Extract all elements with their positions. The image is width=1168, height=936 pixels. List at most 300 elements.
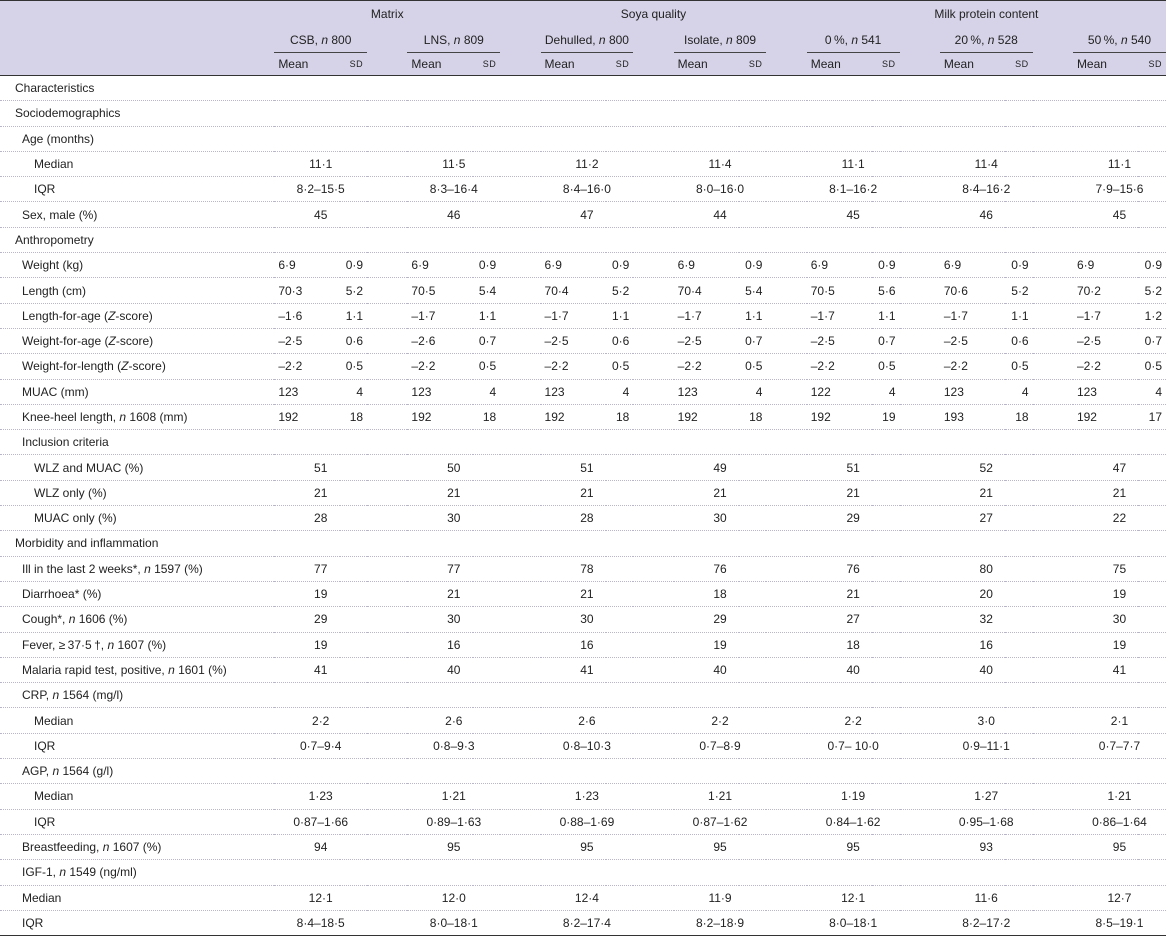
column-gap (766, 455, 806, 480)
column-gap (766, 809, 806, 834)
value-cell: 8·2–18·9 (674, 910, 767, 935)
column-gap (500, 354, 540, 379)
column-gap (1033, 354, 1073, 379)
mean-label-3: Mean (674, 53, 740, 76)
table-row (0, 76, 1166, 101)
value-cell: 50 (407, 455, 500, 480)
empty-cell (940, 430, 1033, 455)
value-cell: 46 (407, 202, 500, 227)
value-cell: 0·86–1·64 (1073, 809, 1166, 834)
row-label-suffix: -score) (115, 308, 153, 323)
mean-cell: 192 (807, 404, 873, 429)
value-cell: 45 (274, 202, 367, 227)
value-cell: 12·4 (541, 885, 634, 910)
column-gap (900, 885, 940, 910)
column-gap (500, 253, 540, 278)
column-gap (500, 278, 540, 303)
empty-cell (1073, 683, 1166, 708)
column-gap (766, 506, 806, 531)
value-cell: 11·4 (940, 151, 1033, 176)
mean-cell: –2·2 (674, 354, 740, 379)
column-gap (766, 126, 806, 151)
column-gap (500, 177, 540, 202)
column-gap (500, 531, 540, 556)
header-gap (766, 53, 806, 76)
table-row (0, 910, 1166, 935)
sd-cell: 5·2 (606, 278, 633, 303)
value-cell: 21 (407, 480, 500, 505)
row-label-suffix: -score) (115, 334, 154, 349)
column-gap (900, 784, 940, 809)
row-label (0, 404, 274, 429)
empty-cell (1073, 759, 1166, 784)
column-gap (1033, 834, 1073, 859)
column-gap (500, 581, 540, 606)
table-row (0, 632, 1166, 657)
value-cell: 1·21 (674, 784, 767, 809)
column-gap (367, 809, 407, 834)
row-label (0, 632, 274, 657)
column-gap (1033, 253, 1073, 278)
mean-cell: –2·6 (407, 328, 473, 353)
table-row (0, 581, 1166, 606)
subgroup-n-symbol: n (598, 32, 606, 47)
header-gap (633, 27, 673, 53)
empty-cell (274, 101, 367, 126)
column-gap (367, 404, 407, 429)
sd-cell: 0·9 (606, 253, 633, 278)
sd-cell: 18 (1005, 404, 1032, 429)
column-gap (367, 885, 407, 910)
column-gap (633, 379, 673, 404)
value-cell: 41 (541, 657, 634, 682)
sd-cell: 0·7 (1138, 328, 1166, 353)
column-gap (1033, 860, 1073, 885)
sd-cell: 5·6 (872, 278, 899, 303)
value-cell: 19 (1073, 632, 1166, 657)
subgroup-n-symbol: n (726, 32, 733, 47)
value-cell: 95 (674, 834, 767, 859)
column-gap (633, 556, 673, 581)
column-gap (500, 202, 540, 227)
empty-cell (274, 430, 367, 455)
sd-cell: 1·1 (473, 303, 500, 328)
value-cell: 11·6 (940, 885, 1033, 910)
value-cell: 8·5–19·1 (1073, 910, 1166, 935)
row-label (0, 455, 274, 480)
column-gap (367, 151, 407, 176)
subgroup-label-5 (955, 33, 1018, 47)
row-label (0, 354, 274, 379)
empty-cell (1073, 76, 1166, 101)
mean-cell: –2·2 (940, 354, 1006, 379)
empty-cell (541, 860, 634, 885)
column-gap (500, 885, 540, 910)
value-cell: 22 (1073, 506, 1166, 531)
column-gap (900, 581, 940, 606)
table-row (0, 657, 1166, 682)
mean-cell: 123 (940, 379, 1006, 404)
empty-cell (1073, 531, 1166, 556)
value-cell: 19 (1073, 581, 1166, 606)
column-gap (900, 328, 940, 353)
row-label (0, 76, 274, 101)
column-gap (900, 506, 940, 531)
column-gap (1033, 657, 1073, 682)
value-cell: 0·7–8·9 (674, 733, 767, 758)
column-gap (633, 834, 673, 859)
mean-label-2: Mean (541, 53, 607, 76)
column-gap (766, 328, 806, 353)
row-label-italic: n (52, 764, 60, 779)
subgroup-label-0 (290, 33, 351, 47)
sd-cell: 5·2 (1138, 278, 1166, 303)
value-cell: 12·0 (407, 885, 500, 910)
row-label-text: Length-for-age ( (22, 308, 109, 323)
column-gap (500, 76, 540, 101)
column-gap (766, 885, 806, 910)
row-label (0, 151, 274, 176)
value-cell: 11·5 (407, 151, 500, 176)
value-cell: 93 (940, 834, 1033, 859)
row-label-text: Characteristics (15, 81, 95, 96)
column-gap (900, 910, 940, 935)
column-gap (766, 151, 806, 176)
column-gap (500, 708, 540, 733)
sd-cell: 4 (872, 379, 899, 404)
value-cell: 32 (940, 607, 1033, 632)
value-cell: 45 (807, 202, 900, 227)
table-row (0, 303, 1166, 328)
column-gap (900, 354, 940, 379)
subgroup-label-4 (825, 33, 881, 47)
table-row (0, 379, 1166, 404)
header-blank (0, 1, 274, 28)
row-label-italic: n (68, 612, 76, 627)
column-gap (1033, 708, 1073, 733)
column-gap (500, 101, 540, 126)
column-gap (1033, 910, 1073, 935)
mean-cell: 192 (541, 404, 607, 429)
row-label-text: IGF-1, (22, 865, 60, 880)
row-label (0, 506, 274, 531)
column-gap (766, 76, 806, 101)
empty-cell (1073, 126, 1166, 151)
row-label-italic: Z (108, 334, 116, 349)
column-gap (766, 354, 806, 379)
column-gap (766, 759, 806, 784)
sd-cell: 0·5 (739, 354, 766, 379)
column-gap (367, 834, 407, 859)
column-gap (367, 632, 407, 657)
sd-cell: 18 (473, 404, 500, 429)
value-cell: 21 (807, 480, 900, 505)
sd-label-0: SD (340, 53, 367, 76)
mean-cell: –2·2 (541, 354, 607, 379)
row-label-italic: Z (108, 308, 116, 323)
empty-cell (807, 76, 900, 101)
value-cell: 45 (1073, 202, 1166, 227)
column-gap (367, 607, 407, 632)
column-gap (367, 556, 407, 581)
value-cell: 21 (274, 480, 367, 505)
mean-cell: –2·2 (407, 354, 473, 379)
row-label-text: Cough*, (22, 612, 69, 627)
column-gap (766, 177, 806, 202)
column-gap (633, 227, 673, 252)
row-label-italic: n (144, 561, 151, 576)
column-gap (1033, 733, 1073, 758)
column-gap (633, 683, 673, 708)
empty-cell (407, 227, 500, 252)
mean-cell: –1·7 (541, 303, 607, 328)
empty-cell (940, 683, 1033, 708)
empty-cell (940, 860, 1033, 885)
value-cell: 16 (407, 632, 500, 657)
column-gap (900, 834, 940, 859)
column-gap (500, 632, 540, 657)
column-gap (766, 784, 806, 809)
sd-cell: 5·2 (1005, 278, 1032, 303)
value-cell: 8·3–16·4 (407, 177, 500, 202)
table-row (0, 708, 1166, 733)
subgroup-name: LNS, (423, 32, 454, 47)
value-cell: 2·2 (674, 708, 767, 733)
sd-label-6: SD (1138, 53, 1166, 76)
column-gap (367, 379, 407, 404)
row-label (0, 556, 274, 581)
header-group-soya-quality: Soya quality (541, 1, 767, 28)
column-gap (766, 404, 806, 429)
column-gap (1033, 379, 1073, 404)
empty-cell (940, 531, 1033, 556)
row-label (0, 126, 274, 151)
column-gap (766, 253, 806, 278)
header-gap (367, 53, 407, 76)
column-gap (367, 531, 407, 556)
column-gap (500, 430, 540, 455)
column-gap (766, 379, 806, 404)
column-gap (500, 480, 540, 505)
table-row (0, 404, 1166, 429)
value-cell: 12·1 (274, 885, 367, 910)
row-label (0, 759, 274, 784)
sd-cell: 5·2 (340, 278, 367, 303)
subgroup-n-symbol: n (987, 32, 995, 47)
column-gap (500, 126, 540, 151)
row-label (0, 430, 274, 455)
column-gap (766, 531, 806, 556)
column-gap (367, 126, 407, 151)
table-row (0, 531, 1166, 556)
row-label-text: Anthropometry (15, 232, 94, 247)
subgroup-name: 20 %, (954, 32, 988, 47)
empty-cell (1073, 101, 1166, 126)
row-label-text: MUAC (mm) (22, 384, 89, 399)
column-gap (1033, 76, 1073, 101)
mean-cell: 70·5 (407, 278, 473, 303)
value-cell: 2·6 (407, 708, 500, 733)
column-gap (1033, 430, 1073, 455)
mean-cell: –2·5 (1073, 328, 1139, 353)
column-gap (367, 76, 407, 101)
row-label-suffix: 1549 (ng/ml) (66, 865, 137, 880)
column-gap (766, 303, 806, 328)
column-gap (633, 354, 673, 379)
header-gap (1033, 53, 1073, 76)
mean-cell: 123 (274, 379, 340, 404)
header-subgroup-1 (407, 27, 500, 53)
value-cell: 75 (1073, 556, 1166, 581)
value-cell: 40 (807, 657, 900, 682)
row-label-italic: n (107, 637, 115, 652)
value-cell: 76 (807, 556, 900, 581)
mean-cell: 123 (674, 379, 740, 404)
subgroup-label-2 (545, 33, 629, 47)
column-gap (900, 430, 940, 455)
empty-cell (807, 683, 900, 708)
value-cell: 47 (541, 202, 634, 227)
table-row (0, 809, 1166, 834)
value-cell: 1·21 (1073, 784, 1166, 809)
column-gap (1033, 455, 1073, 480)
value-cell: 8·1–16·2 (807, 177, 900, 202)
row-label (0, 885, 274, 910)
row-label-text: Fever, ≥ 37·5 †, (22, 637, 108, 652)
column-gap (633, 404, 673, 429)
value-cell: 11·2 (541, 151, 634, 176)
mean-cell: –1·7 (807, 303, 873, 328)
value-cell: 40 (407, 657, 500, 682)
header-subgroup-0 (274, 27, 367, 53)
column-gap (900, 860, 940, 885)
column-gap (766, 657, 806, 682)
mean-cell: 6·9 (274, 253, 340, 278)
sd-cell: 1·2 (1138, 303, 1166, 328)
value-cell: 0·7–9·4 (274, 733, 367, 758)
sd-cell: 4 (473, 379, 500, 404)
column-gap (367, 480, 407, 505)
table-row (0, 860, 1166, 885)
mean-cell: 123 (1073, 379, 1139, 404)
value-cell: 8·4–16·0 (541, 177, 634, 202)
empty-cell (541, 227, 634, 252)
row-label-text: IQR (34, 738, 56, 753)
mean-cell: 70·6 (940, 278, 1006, 303)
sd-cell: 0·7 (473, 328, 500, 353)
row-label (0, 910, 274, 935)
sd-cell: 0·5 (1138, 354, 1166, 379)
mean-cell: 122 (807, 379, 873, 404)
header-gap (367, 27, 407, 53)
row-label-text: Median (34, 789, 74, 804)
empty-cell (541, 101, 634, 126)
value-cell: 11·9 (674, 885, 767, 910)
column-gap (900, 379, 940, 404)
value-cell: 0·9–11·1 (940, 733, 1033, 758)
column-gap (633, 657, 673, 682)
column-gap (900, 708, 940, 733)
empty-cell (674, 126, 767, 151)
column-gap (900, 227, 940, 252)
empty-cell (674, 101, 767, 126)
value-cell: 11·1 (1073, 151, 1166, 176)
value-cell: 0·87–1·62 (674, 809, 767, 834)
value-cell: 21 (940, 480, 1033, 505)
mean-cell: 6·9 (407, 253, 473, 278)
table-row (0, 506, 1166, 531)
table-row (0, 683, 1166, 708)
empty-cell (940, 227, 1033, 252)
header-gap (766, 27, 806, 53)
column-gap (500, 455, 540, 480)
value-cell: 95 (407, 834, 500, 859)
empty-cell (807, 126, 900, 151)
column-gap (766, 834, 806, 859)
column-gap (766, 480, 806, 505)
mean-cell: –2·5 (274, 328, 340, 353)
value-cell: 8·0–16·0 (674, 177, 767, 202)
value-cell: 19 (274, 581, 367, 606)
value-cell: 1·19 (807, 784, 900, 809)
empty-cell (807, 759, 900, 784)
column-gap (633, 151, 673, 176)
mean-cell: 192 (1073, 404, 1139, 429)
sd-cell: 0·6 (606, 328, 633, 353)
sd-cell: 4 (739, 379, 766, 404)
empty-cell (407, 759, 500, 784)
value-cell: 41 (1073, 657, 1166, 682)
empty-cell (541, 430, 634, 455)
value-cell: 0·7–7·7 (1073, 733, 1166, 758)
value-cell: 1·23 (274, 784, 367, 809)
table-row (0, 227, 1166, 252)
sd-cell: 0·9 (473, 253, 500, 278)
value-cell: 29 (274, 607, 367, 632)
column-gap (766, 101, 806, 126)
row-label-italic: n (119, 410, 127, 424)
column-gap (500, 151, 540, 176)
column-gap (500, 733, 540, 758)
value-cell: 29 (807, 506, 900, 531)
mean-cell: 6·9 (541, 253, 607, 278)
mean-cell: –2·5 (940, 328, 1006, 353)
value-cell: 1·21 (407, 784, 500, 809)
column-gap (633, 455, 673, 480)
mean-cell: 193 (940, 404, 1006, 429)
value-cell: 16 (940, 632, 1033, 657)
value-cell: 21 (407, 581, 500, 606)
mean-cell: 192 (274, 404, 340, 429)
value-cell: 2·2 (807, 708, 900, 733)
column-gap (1033, 632, 1073, 657)
column-gap (900, 253, 940, 278)
sd-label-4: SD (872, 53, 899, 76)
value-cell: 1·23 (541, 784, 634, 809)
empty-cell (274, 759, 367, 784)
column-gap (1033, 328, 1073, 353)
mean-cell: –1·7 (674, 303, 740, 328)
mean-cell: 192 (674, 404, 740, 429)
column-gap (633, 202, 673, 227)
value-cell: 29 (674, 607, 767, 632)
column-gap (1033, 683, 1073, 708)
column-gap (1033, 581, 1073, 606)
value-cell: 8·2–17·2 (940, 910, 1033, 935)
value-cell: 44 (674, 202, 767, 227)
column-gap (900, 657, 940, 682)
value-cell: 27 (807, 607, 900, 632)
